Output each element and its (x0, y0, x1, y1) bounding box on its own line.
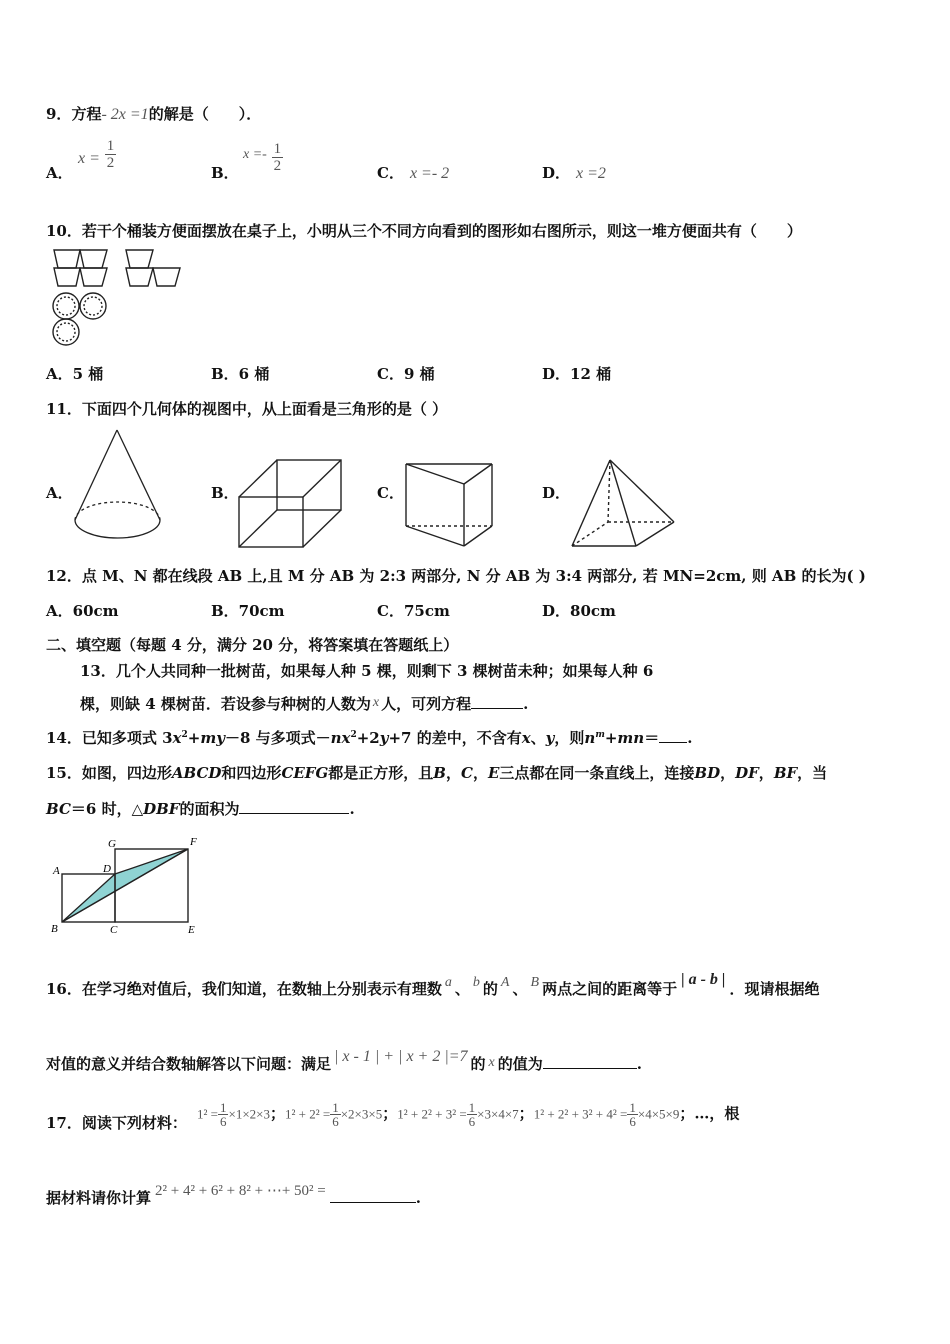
q10-option-d: D．12 桶 (542, 365, 612, 383)
q9-option-a-math: x = $\frac{1}{2}$ (78, 138, 115, 171)
q16-answer-blank[interactable] (543, 1068, 637, 1069)
q13-answer-blank[interactable] (471, 708, 523, 709)
q9-option-b: B． (211, 164, 239, 182)
q12-option-d: D．80cm (542, 602, 616, 620)
q10-option-c: C．9 桶 (377, 365, 435, 383)
prism-figure (404, 462, 496, 550)
label-f: F (190, 836, 197, 848)
section-2-heading: 二、填空题（每题 4 分，满分 20 分，将答案填在答题纸上） (46, 636, 459, 654)
cuboid-figure (238, 458, 348, 550)
q12-stem: 12．点 M、N 都在线段 AB 上,且 M 分 AB 为 2:3 两部分, N 分 AB 为 3:4 两部分, 若 MN=2cm, 则 AB 的长为( ) (46, 567, 866, 585)
q11-label-d: D． (542, 484, 571, 502)
q10-option-a: A．5 桶 (46, 365, 104, 383)
label-g: G (108, 838, 116, 850)
q9-option-d: D． x =2 (542, 164, 606, 182)
q11-stem: 11．下面四个几何体的视图中，从上面看是三角形的是（ ） (46, 400, 448, 418)
label-e: E (188, 924, 195, 936)
q9-option-b-math: x =- $\frac{1}{2}$ (243, 141, 282, 174)
q13-line1: 13．几个人共同种一批树苗，如果每人种 5 棵，则剩下 3 棵树苗未种；如果每人种 6 (80, 662, 654, 680)
q17-answer-blank[interactable] (330, 1202, 416, 1203)
pyramid-figure (570, 458, 680, 550)
q14-answer-blank[interactable] (659, 742, 687, 743)
q16-line1: 16．在学习绝对值后，我们知道，在数轴上分别表示有理数 a 、 b 的 A 、 B 两点之间的距离等于| a - b |．现请根据绝 (46, 971, 820, 998)
label-c: C (110, 924, 118, 936)
q11-label-b: B． (211, 484, 239, 502)
label-d: D (103, 863, 111, 875)
q10-stem: 10．若干个桶装方便面摆放在桌子上，小明从三个不同方向看到的图形如右图所示，则这一堆方便面共有（ ） (46, 222, 802, 240)
cone-figure (70, 428, 165, 548)
q11-label-a: A． (46, 484, 73, 502)
q13-line2: 棵，则缺 4 棵树苗．若设参与种树的人数为 x 人，可列方程 . (80, 695, 529, 713)
q12-option-c: C．75cm (377, 602, 450, 620)
q12-option-a: A．60cm (46, 602, 119, 620)
q9-stem: 9．方程- 2x =1的解是（ ）． (46, 105, 262, 123)
label-b: B (51, 923, 58, 935)
label-a: A (53, 865, 60, 877)
q10-option-b: B．6 桶 (211, 365, 270, 383)
q17-material-list: 1² = $\frac{1}{6}$ ×1×2×3；1² + 2² = $\frac{1}{6}$ ×2×3×5；1² + 2² + 3² = $\frac{1}{6}$ ×3×4×7；1² + 2² + 3² + 4² = $\frac{1}{6}$ ×4×5×9；…，根 (197, 1100, 740, 1129)
q14-stem: 14．已知多项式 $3x^2+my-8$ 与多项式$-nx^2+2y+7$ 的差中，不含有x、y，则$n^m+mn=$ . (46, 729, 693, 747)
q17-line2: 据材料请你计算 2² + 4² + 6² + 8² + ⋯+ 50² = . (46, 1183, 421, 1207)
q15-line2: BC＝6 时，△DBF的面积为 . (46, 800, 355, 818)
q17-line1: 17．阅读下列材料： (46, 1114, 187, 1132)
q12-option-b: B．70cm (211, 602, 285, 620)
q15-answer-blank[interactable] (239, 813, 349, 814)
q15-squares-figure (48, 834, 208, 938)
q9-option-c: C． x =- 2 (377, 164, 450, 182)
q10-views-figure (50, 246, 190, 346)
q11-label-c: C． (377, 484, 404, 502)
q16-line2: 对值的意义并结合数轴解答以下问题：满足 | x - 1 | + | x + 2 |=7 的 x 的值为 . (46, 1048, 643, 1073)
q15-line1: 15．如图，四边形ABCD和四边形CEFG都是正方形，且B，C，E三点都在同一条直线上，连接BD，DF，BF，当 (46, 764, 828, 782)
q9-option-a: A． (46, 164, 73, 182)
